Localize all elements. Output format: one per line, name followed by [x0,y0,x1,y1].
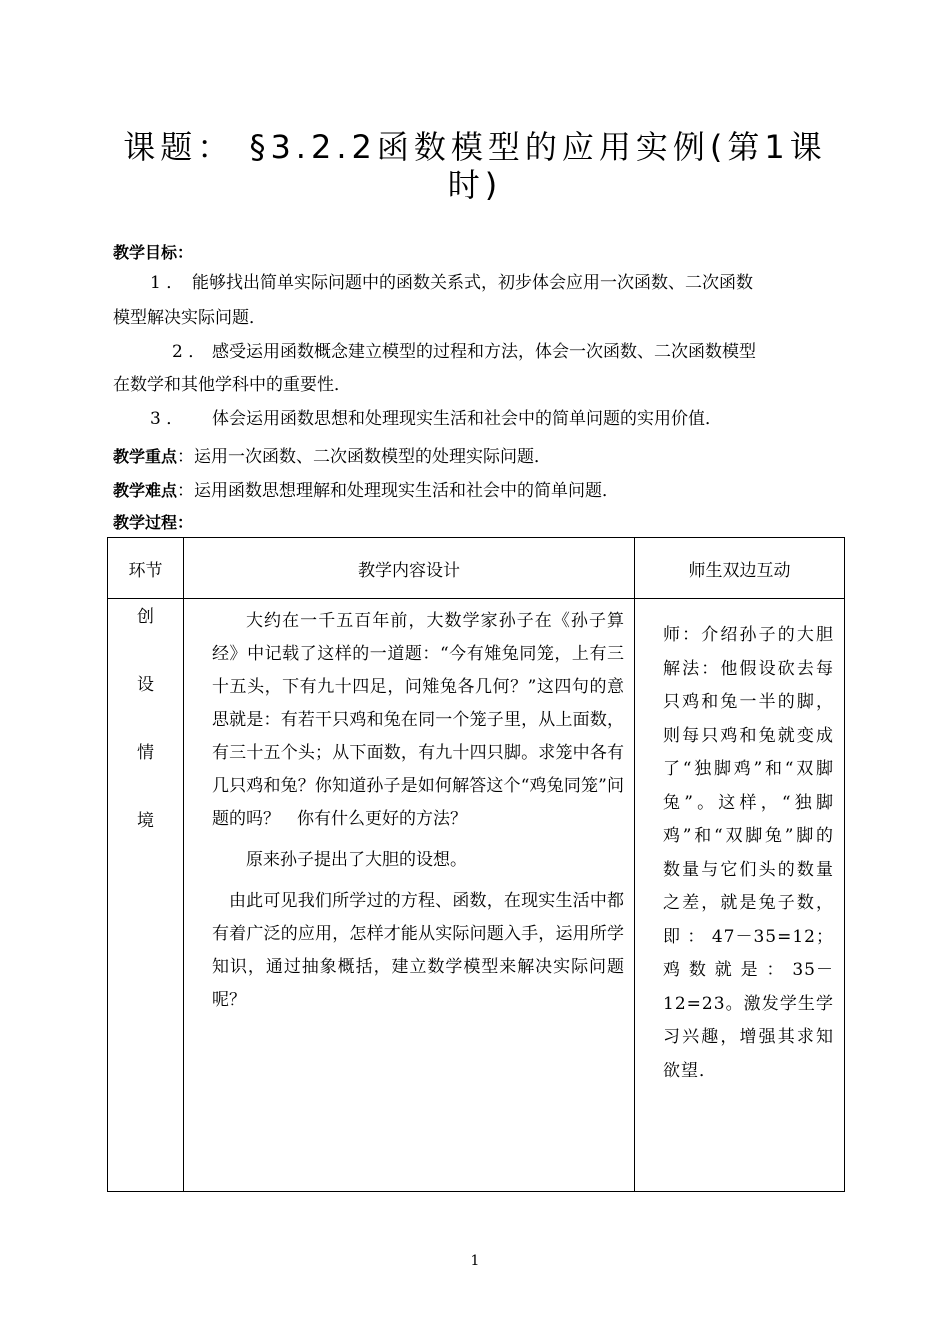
content-paragraph-2: 原来孙子提出了大胆的设想。 [246,850,467,870]
objective-3-number: 3 ． [150,409,184,429]
objective-2-number: 2 ． [172,342,206,362]
stage-char: 境 [137,811,154,831]
objective-1-text: 能够找出简单实际问题中的函数关系式，初步体会应用一次函数、二次函数 [192,273,753,293]
content-paragraph-1: 大约在一千五百年前，大数学家孙子在《孙子算经》中记载了这样的一道题：“今有雉兔同笼，上有三十五头，下有九十四足，问雉兔各几何？”这四句的意思就是：有若干只鸡和兔在同一个笼子里，从上面数，有三十五个头；从下面数，有九十四只脚。求笼中各有几只鸡和兔？你知道孙子是如何解答这个“鸡兔同笼”问题的吗？ 你有什么更好的方法？ [212,611,624,829]
key-point-text: ：运用一次函数、二次函数模型的处理实际问题． [177,447,552,467]
difficulty-label: 教学难点 [113,481,178,500]
interaction-cell: 师：介绍孙子的大胆解法：他假设砍去每只鸡和兔一半的脚，则每只鸡和兔就变成了“独脚鸡”和“双脚兔”。这样，“独脚鸡”和“双脚兔”脚的数量与它们头的数量之差，就是兔子数，即：47－35=12；鸡数就是：35－12=23。激发学生学习兴趣，增强其求知欲望． [635,599,845,1192]
objectives-heading: 教学目标： [113,243,194,262]
stage-cell [108,599,184,1192]
objective-2-line-2: 在数学和其他学科中的重要性． [113,375,351,395]
header-interaction: 师生双边互动 [635,538,845,599]
lesson-table [107,537,845,1192]
key-point-label: 教学重点 [113,447,178,466]
objective-1-number: 1 ． [150,273,184,293]
process-heading: 教学过程： [113,513,194,532]
page-title: 课题： §3.2.2函数模型的应用实例(第1课时) [123,128,827,204]
stage-char: 设 [137,675,154,695]
objective-3-text: 体会运用函数思想和处理现实生活和社会中的简单问题的实用价值． [212,409,722,429]
table-header-row [108,538,845,599]
objective-2-line-1 [172,337,756,367]
header-stage: 环节 [108,538,184,599]
content-cell [184,599,635,1192]
objective-3-line-1 [150,404,722,434]
objective-1-line-1 [150,268,753,298]
objective-2-text: 感受运用函数概念建立模型的过程和方法，体会一次函数、二次函数模型 [212,342,756,362]
difficulty-text: ：运用函数思想理解和处理现实生活和社会中的简单问题． [177,481,620,501]
header-content-design: 教学内容设计 [184,538,635,599]
objective-1-line-2: 模型解决实际问题． [113,308,266,328]
key-point-line [113,442,551,467]
difficulty-line [113,476,619,501]
content-paragraph-3: 由此可见我们所学过的方程、函数，在现实生活中都有着广泛的应用，怎样才能从实际问题入手，运用所学知识，通过抽象概括，建立数学模型来解决实际问题呢？ [212,891,624,1010]
stage-char: 情 [137,743,154,763]
stage-char: 创 [137,607,154,627]
page-number: 1 [470,1253,480,1269]
table-row [108,599,845,1192]
